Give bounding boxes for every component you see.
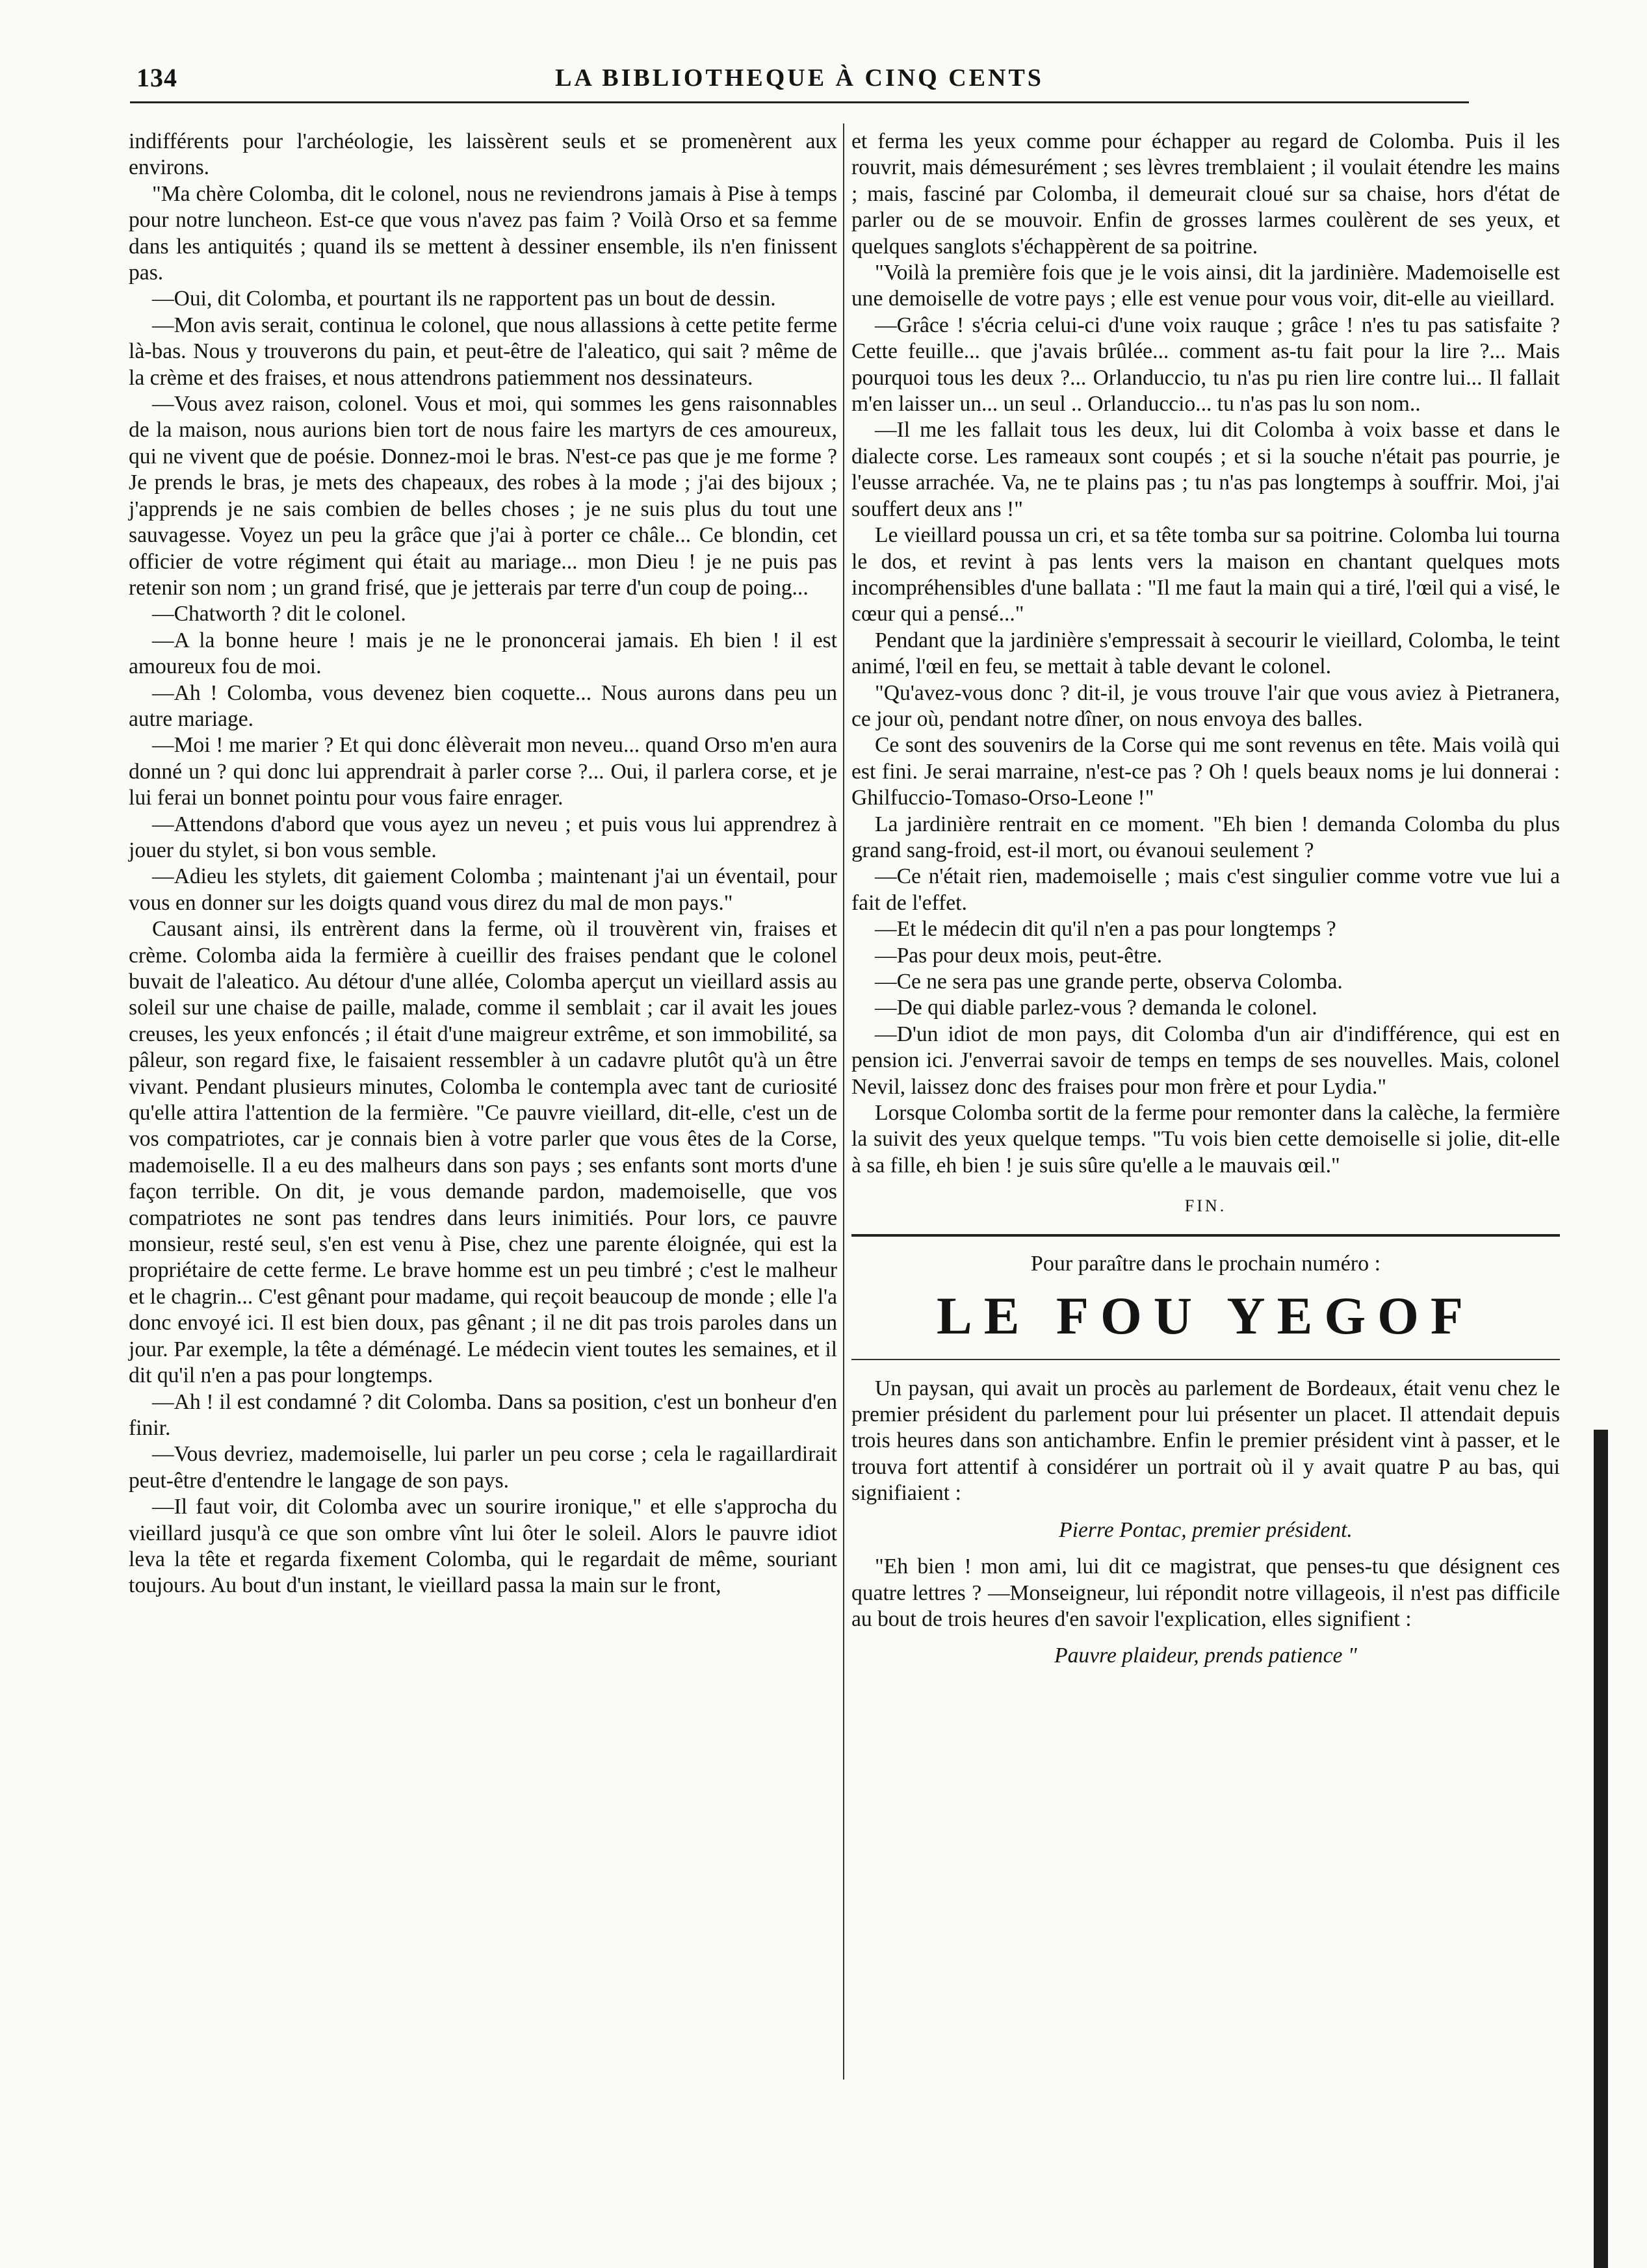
paragraph: —Grâce ! s'écria celui-ci d'une voix rauque ; grâce ! n'es tu pas satisfaite ? Cette feuille... que j'avais brûlée... comment as-tu fait pour la lire ?... Mais pourquoi tous les deux ?... Orlanduccio, tu n'as pu rien lire contre lui... Il fallait m'en laisser un... un seul .. Orlanduccio... tu n'as pas lu son nom.. (851, 313, 1560, 417)
next-issue-title: LE FOU YEGOF (937, 1285, 1475, 1345)
paragraph: Le vieillard poussa un cri, et sa tête tomba sur sa poitrine. Colomba lui tourna le dos, et revint à pas lents vers la maison en chantant quelques mots incompréhensibles d'une ballata : "Il me faut la main qui a tiré, l'œil qui a visé, le cœur qui a pensé..." (851, 523, 1560, 626)
page-header (130, 62, 1469, 103)
paragraph: —Et le médecin dit qu'il n'en a pas pour longtemps ? (875, 917, 1336, 942)
paragraph: —Ah ! Colomba, vous devenez bien coquette... Nous aurons dans peu un autre mariage. (129, 680, 837, 731)
paragraph: et ferma les yeux comme pour échapper au regard de Colomba. Puis il les rouvrit, mais démesurément ; ses lèvres tremblaient ; il voulait étendre les mains ; mais, fasciné par Colomba, il demeurait cloué sur sa chaise, hors d'état de parler ou de se mouvoir. Enfin de grosses larmes coulèrent de ses yeux, et quelques sanglots s'échappèrent de sa poitrine. (851, 129, 1560, 259)
paragraph: —D'un idiot de mon pays, dit Colomba d'un air d'indifférence, qui est en pension ici. J'enverrai savoir de temps en temps de ses nouvelles. Mais, colonel Nevil, laissez donc des fraises pour mon frère et pour Lydia." (851, 1022, 1560, 1099)
next-issue-announcement: Pour paraître dans le prochain numéro : (1030, 1251, 1381, 1276)
paragraph: "Eh bien ! mon ami, lui dit ce magistrat, que penses-tu que désignent ces quatre lettres ? —Monseigneur, lui répondit notre villageois, il n'est pas difficile au bout de trois heures d'en savoir l'explication, elles signifient : (851, 1554, 1560, 1631)
paragraph: —Adieu les stylets, dit gaiement Colomba ; maintenant j'ai un éventail, pour vous en donner sur les doigts quand vous direz du mal de mon pays." (129, 864, 837, 915)
column-divider (843, 123, 844, 2080)
paragraph: La jardinière rentrait en ce moment. "Eh bien ! demanda Colomba du plus grand sang-froid, est-il mort, ou évanoui seulement ? (851, 812, 1560, 862)
running-title: LA BIBLIOTHEQUE À CINQ CENTS (555, 64, 1044, 92)
paragraph: —De qui diable parlez-vous ? demanda le colonel. (875, 996, 1317, 1020)
anecdote (851, 1376, 1560, 1669)
right-column (851, 129, 1560, 1680)
fin-marker: FIN. (1184, 1196, 1227, 1216)
paragraph: "Voilà la première fois que je le vois ainsi, dit la jardinière. Mademoiselle est une demoiselle de votre pays ; elle est venue pour vous voir, dit-elle au vieillard. (851, 261, 1560, 311)
paragraph: "Ma chère Colomba, dit le colonel, nous ne reviendrons jamais à Pise à temps pour notre luncheon. Est-ce que vous n'avez pas faim ? Voilà Orso et sa femme dans les antiquités ; quand ils se mettent à dessiner ensemble, ils n'en finissent pas. (129, 181, 837, 285)
signature-line: Pierre Pontac, premier président. (1059, 1517, 1353, 1542)
paragraph: —Chatworth ? dit le colonel. (152, 602, 406, 626)
paragraph: —Pas pour deux mois, peut-être. (875, 943, 1163, 968)
paragraph: "Qu'avez-vous donc ? dit-il, je vous trouve l'air que vous aviez à Pietranera, ce jour où, pendant notre dîner, on nous envoya des balles. (851, 680, 1560, 731)
signature-line: Pauvre plaideur, prends patience " (1054, 1643, 1357, 1668)
paragraph: Ce sont des souvenirs de la Corse qui me sont revenus en tête. Mais voilà qui est fini. Je serai marraine, n'est-ce pas ? Oh ! quels beaux noms je lui donnerai : Ghilfuccio-Tomaso-Orso-Leone !" (851, 733, 1560, 810)
paragraph: —Vous devriez, mademoiselle, lui parler un peu corse ; cela le ragaillardirait peut-être d'entendre le langage de son pays. (129, 1442, 837, 1493)
section-rule (851, 1234, 1560, 1237)
paragraph: —Vous avez raison, colonel. Vous et moi, qui sommes les gens raisonnables de la maison, nous aurions bien tort de nous faire les martyrs de ces amoureux, qui ne vivent que de poésie. Donnez-moi le bras. N'est-ce pas que je me forme ? Je prends le bras, je mets des chapeaux, des robes à la mode ; j'ai des bijoux ; j'apprends je ne sais combien de belles choses ; je ne suis plus du tout une sauvagesse. Voyez un peu la grâce que j'ai à porter ce châle... Ce blondin, cet officier de votre régiment qui était au mariage... mon Dieu ! je ne puis pas retenir son nom ; un grand frisé, que je jetterais par terre d'un coup de poing... (129, 392, 837, 600)
paragraph: —Ah ! il est condamné ? dit Colomba. Dans sa position, c'est un bonheur d'en finir. (129, 1389, 837, 1440)
paragraph: —Ce ne sera pas une grande perte, observa Colomba. (875, 970, 1343, 994)
left-column (129, 129, 837, 1599)
paragraph: Un paysan, qui avait un procès au parlement de Bordeaux, était venu chez le premier président du parlement pour lui présenter un placet. Il attendait depuis trois heures dans son antichambre. Enfin le premier président vint à passer, et le trouva fort attentif à considérer un portrait où il y avait quatre P au bas, qui signifiaient : (851, 1376, 1560, 1506)
page-edge-shadow (1594, 1430, 1608, 2268)
paragraph: —Ce n'était rien, mademoiselle ; mais c'est singulier comme votre vue lui a fait de l'effet. (851, 864, 1560, 915)
paragraph: —Moi ! me marier ? Et qui donc élèverait mon neveu... quand Orso m'en aura donné un ? qui donc lui apprendrait à parler corse ?... Oui, il parlera corse, et je lui ferai un bonnet pointu pour vous faire enrager. (129, 733, 837, 810)
paragraph: —Mon avis serait, continua le colonel, que nous allassions à cette petite ferme là-bas. Nous y trouverons du pain, et peut-être de l'aleatico, qui sait ? même de la crème et des fraises, et nous attendrons patiemment nos dessinateurs. (129, 313, 837, 390)
paragraph: Lorsque Colomba sortit de la ferme pour remonter dans la calèche, la fermière la suivit des yeux quelque temps. "Tu vois bien cette demoiselle si jolie, dit-elle à sa fille, eh bien ! je suis sûre qu'elle a le mauvais œil." (851, 1101, 1560, 1178)
paragraph: Causant ainsi, ils entrèrent dans la ferme, où il trouvèrent vin, fraises et crème. Colomba aida la fermière à cueillir des fraises pendant que le colonel buvait de l'aleatico. Au détour d'une allée, Colomba aperçut un vieillard assis au soleil sur une chaise de paille, malade, comme il semblait ; car il avait les joues creuses, les yeux enfoncés ; il était d'une maigreur extrême, et son immobilité, sa pâleur, son regard fixe, le faisaient ressembler à un cadavre plutôt qu'à un être vivant. Pendant plusieurs minutes, Colomba le contempla avec tant de curiosité qu'elle attira l'attention de la fermière. "Ce pauvre vieillard, dit-elle, c'est un de vos compatriotes, car je connais bien à votre parler que vous êtes de la Corse, mademoiselle. Il a eu des malheurs dans son pays ; ses enfants sont morts d'une façon terrible. On dit, je vous demande pardon, mademoiselle, que vos compatriotes ne sont pas tendres dans leurs inimitiés. Pour lors, ce pauvre monsieur, resté seul, s'en est venu à Pise, chez une parente éloignée, qui est la propriétaire de cette ferme. Le brave homme est un peu timbré ; c'est le malheur et le chagrin... C'est gênant pour madame, qui reçoit beaucoup de monde ; elle l'a donc envoyé ici. Il est bien doux, pas gênant ; il ne dit pas trois paroles dans un jour. Par exemple, la tête a déménagé. Le médecin vient toutes les semaines, et il dit qu'il n'en a pas pour longtemps. (129, 917, 837, 1388)
paragraph: —Attendons d'abord que vous ayez un neveu ; et puis vous lui apprendrez à jouer du stylet, si bon vous semble. (129, 812, 837, 862)
section-rule (851, 1359, 1560, 1360)
paragraph: —A la bonne heure ! mais je ne le prononcerai jamais. Eh bien ! il est amoureux fou de moi. (129, 628, 837, 679)
paragraph: —Il faut voir, dit Colomba avec un sourire ironique," et elle s'approcha du vieillard jusqu'à ce que son ombre vînt lui ôter le soleil. Alors le pauvre idiot leva la tête et regarda fixement Colomba, qui le regardait de même, souriant toujours. Au bout d'un instant, le vieillard passa la main sur le front, (129, 1495, 837, 1598)
paragraph: indifférents pour l'archéologie, les laissèrent seuls et se promenèrent aux environs. (129, 129, 837, 180)
paragraph: —Oui, dit Colomba, et pourtant ils ne rapportent pas un bout de dessin. (152, 287, 776, 311)
page-number: 134 (136, 63, 177, 92)
paragraph: —Il me les fallait tous les deux, lui dit Colomba à voix basse et dans le dialecte corse. Les rameaux sont coupés ; et si la souche n'était pas pourrie, je l'eusse arrachée. Va, ne te plains pas ; tu n'as pas longtemps à souffrir. Moi, j'ai souffert deux ans !" (851, 418, 1560, 521)
paragraph: Pendant que la jardinière s'empressait à secourir le vieillard, Colomba, le teint animé, l'œil en feu, se mettait à table devant le colonel. (851, 628, 1560, 679)
